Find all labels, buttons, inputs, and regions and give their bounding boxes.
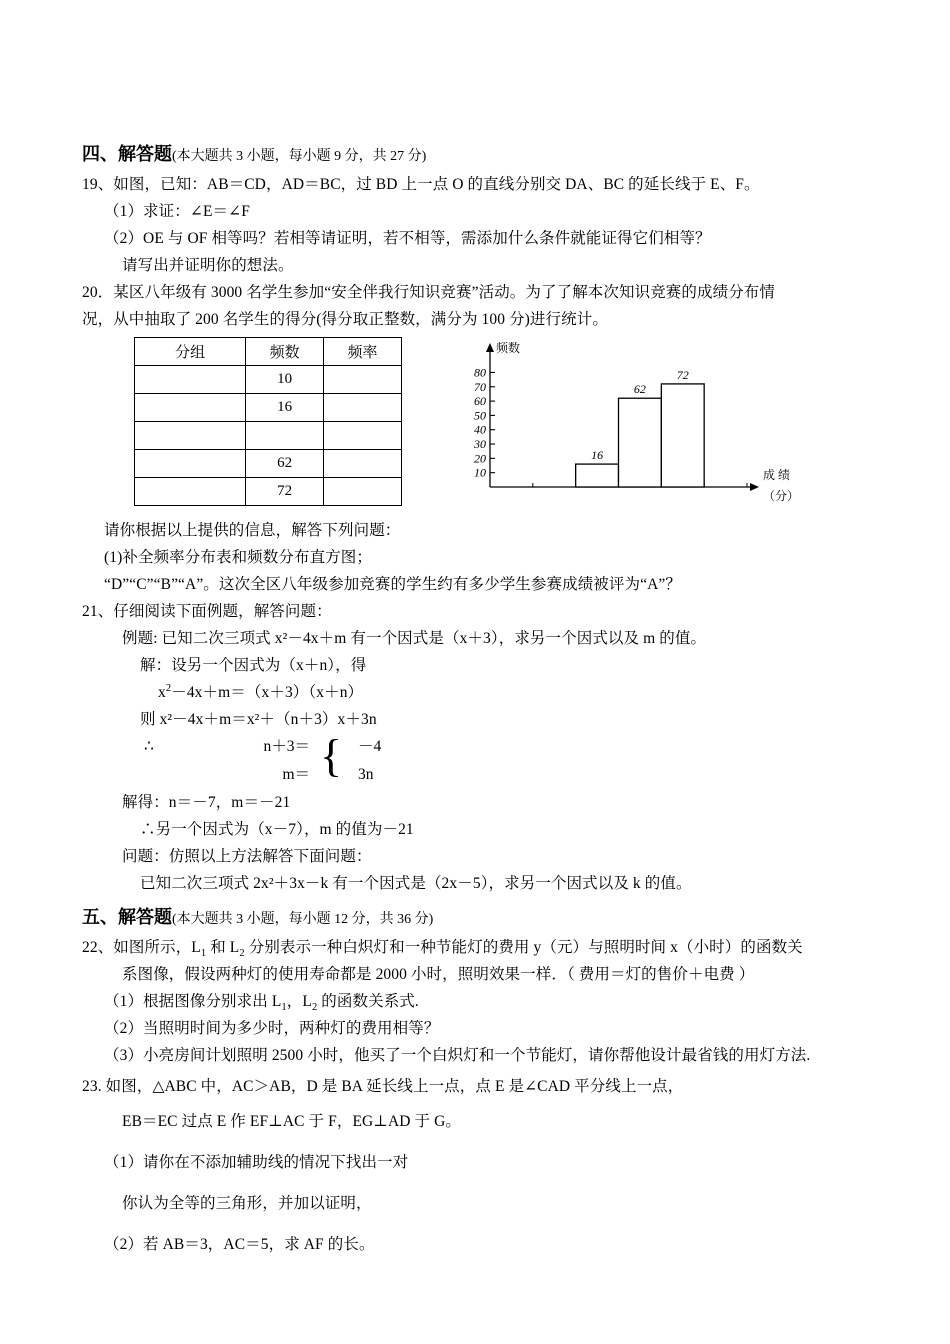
question-19-part-1: （1）求证：∠E＝∠F [104,203,250,220]
q22-part1-sub-1: 1 [281,1002,287,1014]
q22-text-c: 分别表示一种白炽灯和一种节能灯的费用 y（元）与照明时间 x（小时）的函数关 [244,939,803,956]
cell-group [135,450,246,478]
svg-text:72: 72 [676,367,689,382]
cell-group [135,422,246,450]
question-19-stem: 19、如图，已知：AB＝CD，AD＝BC，过 BD 上一点 O 的直线分别交 DA、BC 的延长线于 E、F。 [82,176,760,193]
question-21-solution-line-4: 解得：n＝－7，m＝－21 [122,794,291,811]
brace-right-side [354,733,444,789]
frequency-histogram [452,335,812,515]
q22-text-a: 22、如图所示，L [82,939,201,956]
svg-text:频数: 频数 [496,341,521,355]
question-22-stem-line-1 [82,934,882,961]
question-21-solution-line-5: ∴另一个因式为（x－7），m 的值为－21 [140,821,414,838]
table-header-group: 分组 [135,338,246,366]
question-21-problem-label: 问题：仿照以上方法解答下面问题： [122,848,372,865]
question-21-problem-body: 已知二次三项式 2x²＋3x－k 有一个因式是（2x－5），求另一个因式以及 k 的值。 [140,875,692,892]
section-four-subtitle: (本大题共 3 小题，每小题 9 分，共 27 分) [172,149,427,164]
question-23-stem-line-2: EB＝EC 过点 E 作 EF⊥AC 于 F，EG⊥AD 于 G。 [122,1113,462,1130]
cell-frequency: 10 [246,366,324,394]
table-row [135,366,402,394]
brace-left-side [140,733,310,789]
question-23-part-1-line-2: 你认为全等的三角形，并加以证明， [122,1195,372,1212]
brace-rhs-top: －4 [358,738,382,755]
cell-group [135,366,246,394]
question-20-follow-up-line-1: 请你根据以上提供的信息，解答下列问题： [104,522,401,539]
cell-frequency: 72 [246,478,324,506]
q22-part1-a: （1）根据图像分别求出 L [104,993,282,1010]
q22-text-b: 和 L [206,939,240,956]
svg-text:10: 10 [474,465,486,480]
cell-rate [324,422,402,450]
question-19-part-2-continued: 请写出并证明你的想法。 [122,257,294,274]
svg-text:60: 60 [474,394,486,409]
section-five-subtitle: (本大题共 3 小题，每小题 12 分，共 36 分) [172,912,434,927]
brace-lhs-top: n＋3＝ [263,738,310,755]
expr-exponent: 2 [165,682,172,694]
cell-frequency [246,422,324,450]
question-21-brace-system [82,730,882,789]
section-five-title: 五、解答题 [82,907,172,927]
question-23-stem-line-1: 23. 如图，△ABC 中，AC＞AB，D 是 BA 延长线上一点，点 E 是∠CAD 平分线上一点， [82,1078,684,1095]
histogram-svg [452,335,812,515]
question-23-part-1-line-1: （1）请你在不添加辅助线的情况下找出一对 [104,1154,409,1171]
question-21-example: 例题: 已知二次三项式 x²－4x＋m 有一个因式是（x＋3），求另一个因式以及 m 的值。 [122,630,707,647]
brace-therefore-and-top [140,733,310,761]
question-20-follow-up-line-2: (1)补全频率分布表和频数分布直方图； [104,549,372,566]
therefore-symbol: ∴ [144,738,154,755]
cell-frequency: 16 [246,394,324,422]
cell-rate [324,366,402,394]
section-five-heading [82,903,882,934]
question-21-solution-line-2 [82,679,882,706]
section-four-heading [82,140,882,171]
question-20-figures [82,335,882,517]
table-row [135,422,402,450]
cell-group [135,394,246,422]
question-22-part-1 [82,988,882,1015]
q22-part1-sub-2: 2 [311,1002,318,1014]
expr-x: x [158,684,166,701]
q22-sub-2: 2 [239,948,245,960]
question-20-stem-line-2: 况，从中抽取了 200 名学生的得分(得分取正整数，满分为 100 分)进行统计。 [82,311,608,328]
svg-text:62: 62 [633,382,646,397]
svg-text:80: 80 [474,365,486,380]
cell-rate [324,450,402,478]
svg-text:40: 40 [474,422,486,437]
q22-part1-b: ，L [286,993,312,1010]
question-23-part-2: （2）若 AB＝3，AC＝5，求 AF 的长。 [104,1236,375,1253]
svg-text:50: 50 [474,408,486,423]
question-21-solution-line-1: 解：设另一个因式为（x＋n），得 [140,657,367,674]
svg-text:20: 20 [474,451,486,466]
cell-frequency: 62 [246,450,324,478]
svg-text:30: 30 [474,437,486,452]
table-header-row [135,338,402,366]
expr-rest: －4x＋m＝（x＋3）（x＋n） [171,684,364,701]
question-22-part-2: （2）当照明时间为多少时，两种灯的费用相等？ [104,1020,440,1037]
svg-text:70: 70 [474,379,486,394]
table-row [135,394,402,422]
table-row [135,478,402,506]
curly-brace-glyph: { [320,730,343,781]
cell-rate [324,478,402,506]
table-header-frequency: 频数 [246,338,324,366]
frequency-distribution-table [134,337,402,506]
question-20-stem-line-1: 20．某区八年级有 3000 名学生参加“安全伴我行知识竞赛”活动。为了了解本次知识竞赛的成绩分布情 [82,284,776,301]
question-20-follow-up-line-3: “D”“C”“B”“A”。这次全区八年级参加竞赛的学生约有多少学生参赛成绩被评为“A”？ [104,576,681,593]
svg-text:16: 16 [591,448,604,463]
question-22-part-3: （3）小亮房间计划照明 2500 小时，他买了一个白炽灯和一个节能灯，请你帮他设计最省钱的用灯方法. [104,1047,811,1064]
question-21-stem: 21、仔细阅读下面例题，解答问题： [82,603,332,620]
question-21-solution-line-3: 则 x²－4x＋m＝x²＋（n＋3）x＋3n [140,711,377,728]
svg-text:成 绩: 成 绩 [763,468,791,482]
svg-text:（分）: （分） [763,489,800,503]
cell-rate [324,394,402,422]
question-19-part-2: （2）OE 与 OF 相等吗？若相等请证明，若不相等，需添加什么条件就能证得它们相等？ [104,230,711,247]
q22-sub-1: 1 [200,948,207,960]
q22-part1-c: 的函数关系式. [317,993,419,1010]
question-22-stem-line-2: 系图像，假设两种灯的使用寿命都是 2000 小时，照明效果一样．（ 费用＝灯的售价＋电费 ） [122,966,755,983]
brace-rhs-bottom: 3n [358,766,374,783]
page-content [82,140,882,1258]
table-row [135,450,402,478]
section-four-title: 四、解答题 [82,144,172,164]
table-header-rate: 频率 [324,338,402,366]
cell-group [135,478,246,506]
brace-lhs-bottom: m＝ [282,766,310,783]
